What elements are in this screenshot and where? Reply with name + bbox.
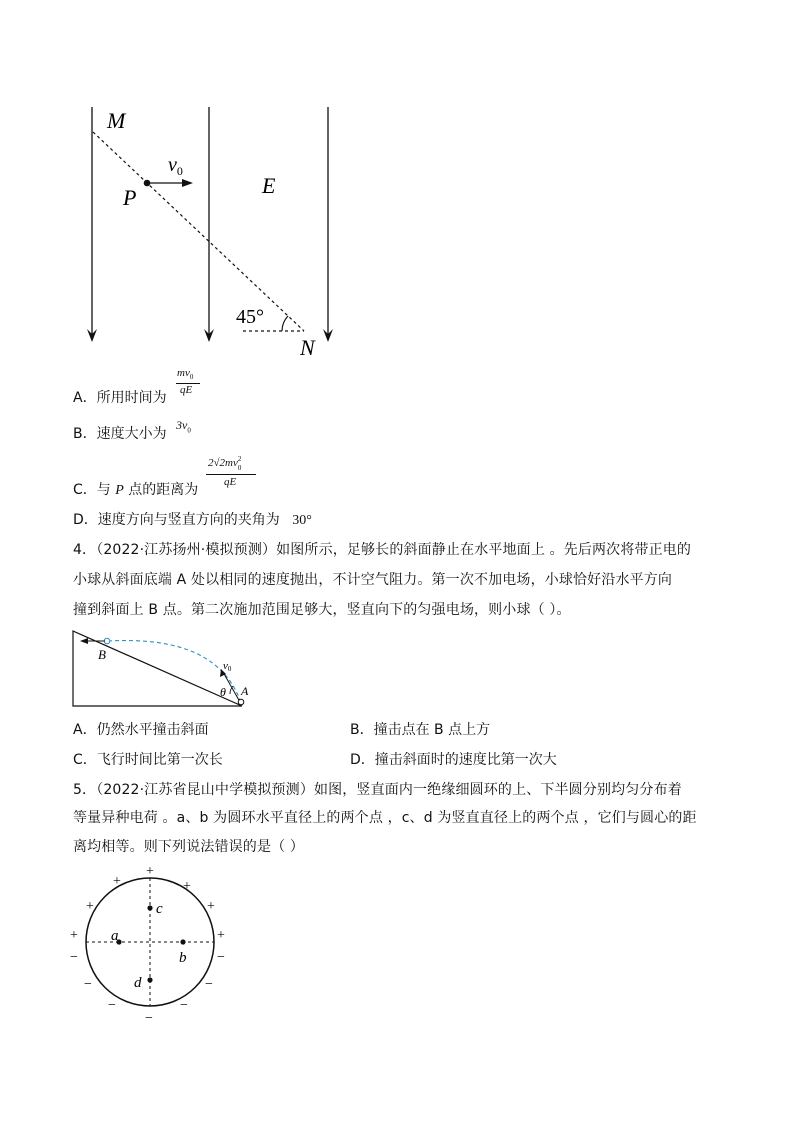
minus-4: − [205,977,213,992]
label-a: A [241,684,249,698]
q4-option-a: A．仍然水平撞击斜面 [73,722,209,738]
plus-5: + [207,899,215,914]
label-p: P [123,185,137,210]
negative-charges [70,950,225,1025]
label-c: c [156,901,163,917]
label-b: B [98,647,106,662]
q4-option-d: D．撞击斜面时的速度比第一次大 [350,752,557,768]
label-theta: θ [220,685,226,699]
q4-line-2: 小球从斜面底端 A 处以相同的速度抛出，不计空气阻力。第一次不加电场，小球恰好沿水平方向 [73,572,673,588]
q4-line-3: 撞到斜面上 B 点。第二次施加范围足够大，竖直向下的匀强电场，则小球（ ）。 [73,602,571,618]
q5-line-3: 离均相等。则下列说法错误的是（ ） [73,839,304,855]
label-b: b [179,950,187,966]
point-c [147,905,152,910]
minus-5: − [108,998,116,1013]
label-m: M [107,108,126,133]
point-a [238,699,244,705]
plus-1: + [146,864,154,879]
label-v0: $v_0$ [168,154,183,178]
minus-3: − [84,977,92,992]
option-d: D．速度方向与竖直方向的夹角为 30° [73,512,312,528]
plus-3: + [183,879,191,894]
minus-6: − [180,998,188,1013]
q4-option-c: C．飞行时间比第一次长 [73,752,223,768]
fraction-a-numerator: $mv_0$ [177,367,194,382]
point-b [180,939,185,944]
field-diagram [60,95,360,370]
fraction-a-denominator: qE [180,384,193,396]
option-b-value: $3v_0$ [176,418,191,435]
option-c: C．与 P 点的距离为 [73,482,199,498]
minus-7: − [145,1011,153,1025]
q5-line-2: 等量异种电荷 。a、b 为圆环水平直径上的两个点 ，c、d 为竖直直径上的两个点 ，它们与圆心的距 [73,810,697,826]
incline-diagram [70,628,250,710]
minus-2: − [217,950,225,965]
minus-1: − [70,950,78,965]
label-e: E [262,173,276,198]
q4-option-b: B．撞击点在 B 点上方 [350,722,491,738]
plus-4: + [86,899,94,914]
option-d-value: 30° [292,513,312,528]
fraction-c-numerator: 2√2mv 2 0 [208,455,242,472]
label-a: a [111,928,119,944]
q4-line-1: 4．（2022·江苏扬州·模拟预测）如图所示，足够长的斜面静止在水平地面上 。先后两次将带正电的 [73,542,692,558]
label-v0: v0 [223,660,232,673]
fraction-c-denominator: qE [224,476,237,488]
option-b-text: B．速度大小为 [73,426,167,442]
option-b [73,424,167,444]
q5-line-1: 5．（2022·江苏省昆山中学模拟预测）如图，竖直面内一绝缘细圆环的上、下半圆分别均匀分布着 [73,782,682,798]
option-a [73,388,167,408]
label-d: d [134,975,142,991]
plus-7: + [217,928,225,943]
option-a-text: A．所用时间为 [73,390,167,406]
plus-6: + [70,928,78,943]
angle-arc [282,316,288,331]
point-b [104,638,110,644]
label-angle: 45° [236,306,264,328]
trajectory-mn [93,132,304,331]
ring-diagram [62,860,242,1025]
plus-2: + [113,874,121,889]
point-d [147,977,152,982]
label-n: N [300,335,315,360]
